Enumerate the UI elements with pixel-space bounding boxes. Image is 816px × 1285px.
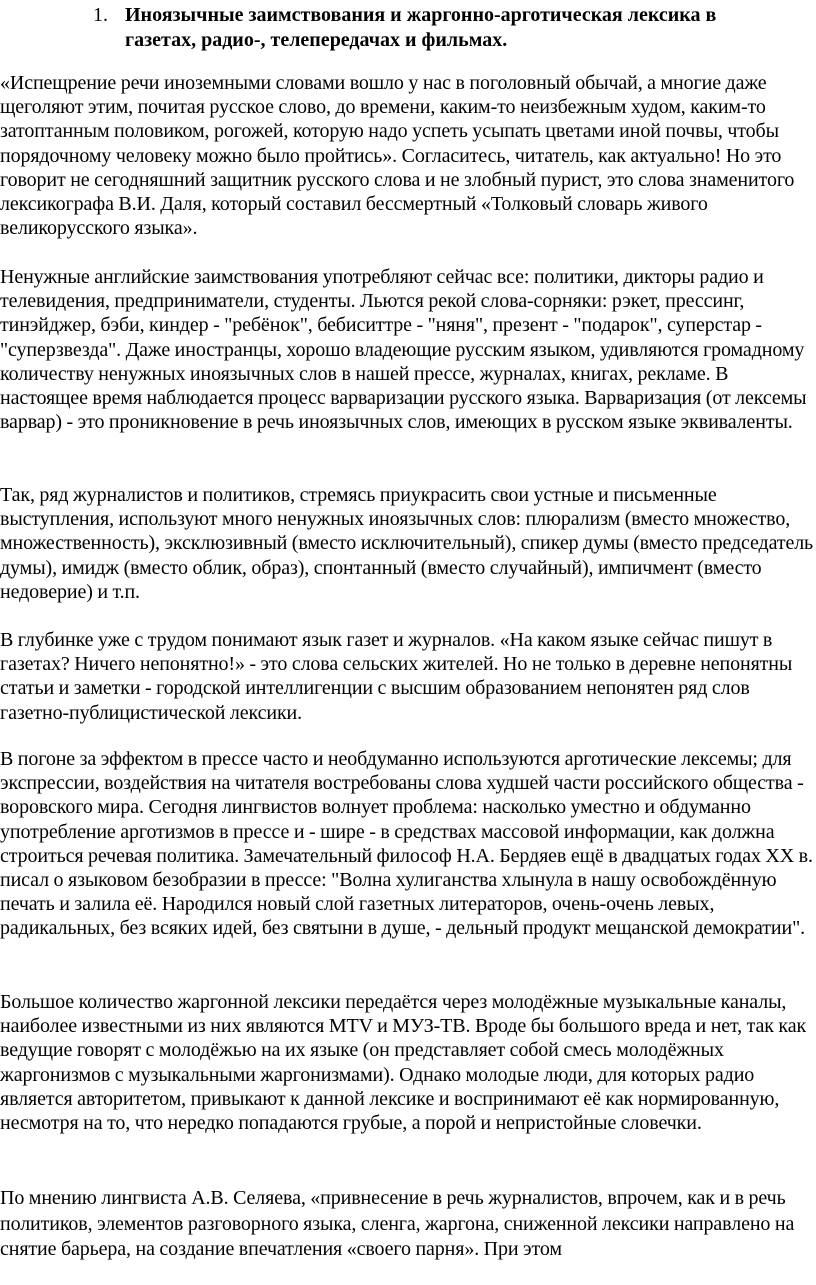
paragraph-rural-readers: В глубинке уже с трудом понимают язык газет и журналов. «На каком языке сейчас пишут в газетах? Ничего непонятно!» - это слова сельских жителей. Но не только в деревне непонятны статьи и заметки - городской интеллигенции с высшим образованием непонятен ряд слов газетно-публицистической лексики. [0, 629, 793, 724]
paragraph-dal-quote: «Испещрение речи иноземными словами вошло у нас в поголовный обычай, а многие даже щеголяют этим, почитая русское слово, до времени, каким-то неизбежным худом, каким-то затоптанным половиком, рогожей, которую надо успеть усыпать цветами иной почвы, чтобы порядочному человеку можно было пройтись». Согласитесь, читатель, как актуально! Но это говорит не сегодняшний защитник русского слова и не злобный пурист, это слова знаменитого лексикографа В.И. Даля, который составил бессмертный «Толковый словарь живого великорусского языка». [0, 72, 795, 240]
paragraph-selyaev-opinion: По мнению лингвиста А.В. Селяева, «привнесение в речь журналистов, впрочем, как и в речь политиков, элементов разговорного языка, сленга, жаргона, сниженной лексики направлено на снятие барьера, на создание впечатления «своего парня». При этом [0, 1187, 795, 1260]
paragraph-music-channels: Большое количество жаргонной лексики передаётся через молодёжные музыкальные каналы, наиболее известными из них являются MTV и МУЗ-ТВ. Вроде бы большого вреда и нет, так как ведущие говорят с молодёжью на их языке (он представляет собой смесь молодёжных жаргонизмов с музыкальными жаргонизмами). Однако молодые люди, для которых радио является авторитетом, привыкают к данной лексике и воспринимают её как нормированную, несмотря на то, что нередко попадаются грубые, а порой и непристойные словечки. [0, 991, 807, 1135]
section-heading [93, 3, 783, 53]
paragraph-journalists-politicians: Так, ряд журналистов и политиков, стремясь приукрасить свои устные и письменные выступления, используют много ненужных иноязычных слов: плюрализм (вместо множество, множественность), эксклюзивный (вместо исключительный), спикер думы (вместо председатель думы), имидж (вместо облик, образ), спонтанный (вместо случайный), импичмент (вместо недоверие) и т.п. [0, 484, 814, 603]
paragraph-argot-in-press: В погоне за эффектом в прессе часто и необдуманно используются арготические лексемы; для экспрессии, воздействия на читателя востребованы слова худшей части российского общества - воровского мира. Сегодня лингвистов волнует проблема: насколько уместно и обдуманно употребление арготизмов в прессе и - шире - в средствах массовой информации, как должна строиться речевая политика. Замечательный философ Н.А. Бердяев ещё в двадцатых годах XX в. писал о языковом безобразии в прессе: "Волна хулиганства хлынула в нашу освобождённую печать и залила её. Народился новый слой газетных литераторов, очень-очень левых, радикальных, без всяких идей, без святыни в душе, - дельный продукт мещанской демократии". [0, 748, 813, 940]
heading-number: 1. [93, 4, 108, 26]
paragraph-english-borrowings: Ненужные английские заимствования употребляют сейчас все: политики, дикторы радио и телевидения, предприниматели, студенты. Льются рекой слова-сорняки: рэкет, прессинг, тинэйджер, бэби, киндер - "ребёнок", бебиситтре - "няня", презент - "подарок", суперстар - "суперзвезда". Даже иностранцы, хорошо владеющие русским языком, удивляются громадному количеству ненужных иноязычных слов в нашей прессе, журналах, книгах, рекламе. В настоящее время наблюдается процесс варваризации русского языка. Варваризация (от лексемы варвар) - это проникновение в речь иноязычных слов, имеющих в русском языке эквиваленты. [0, 266, 807, 434]
heading-title: Иноязычные заимствования и жаргонно-арготическая лексика в газетах, радио-, телепередачах и фильмах. [125, 4, 717, 51]
